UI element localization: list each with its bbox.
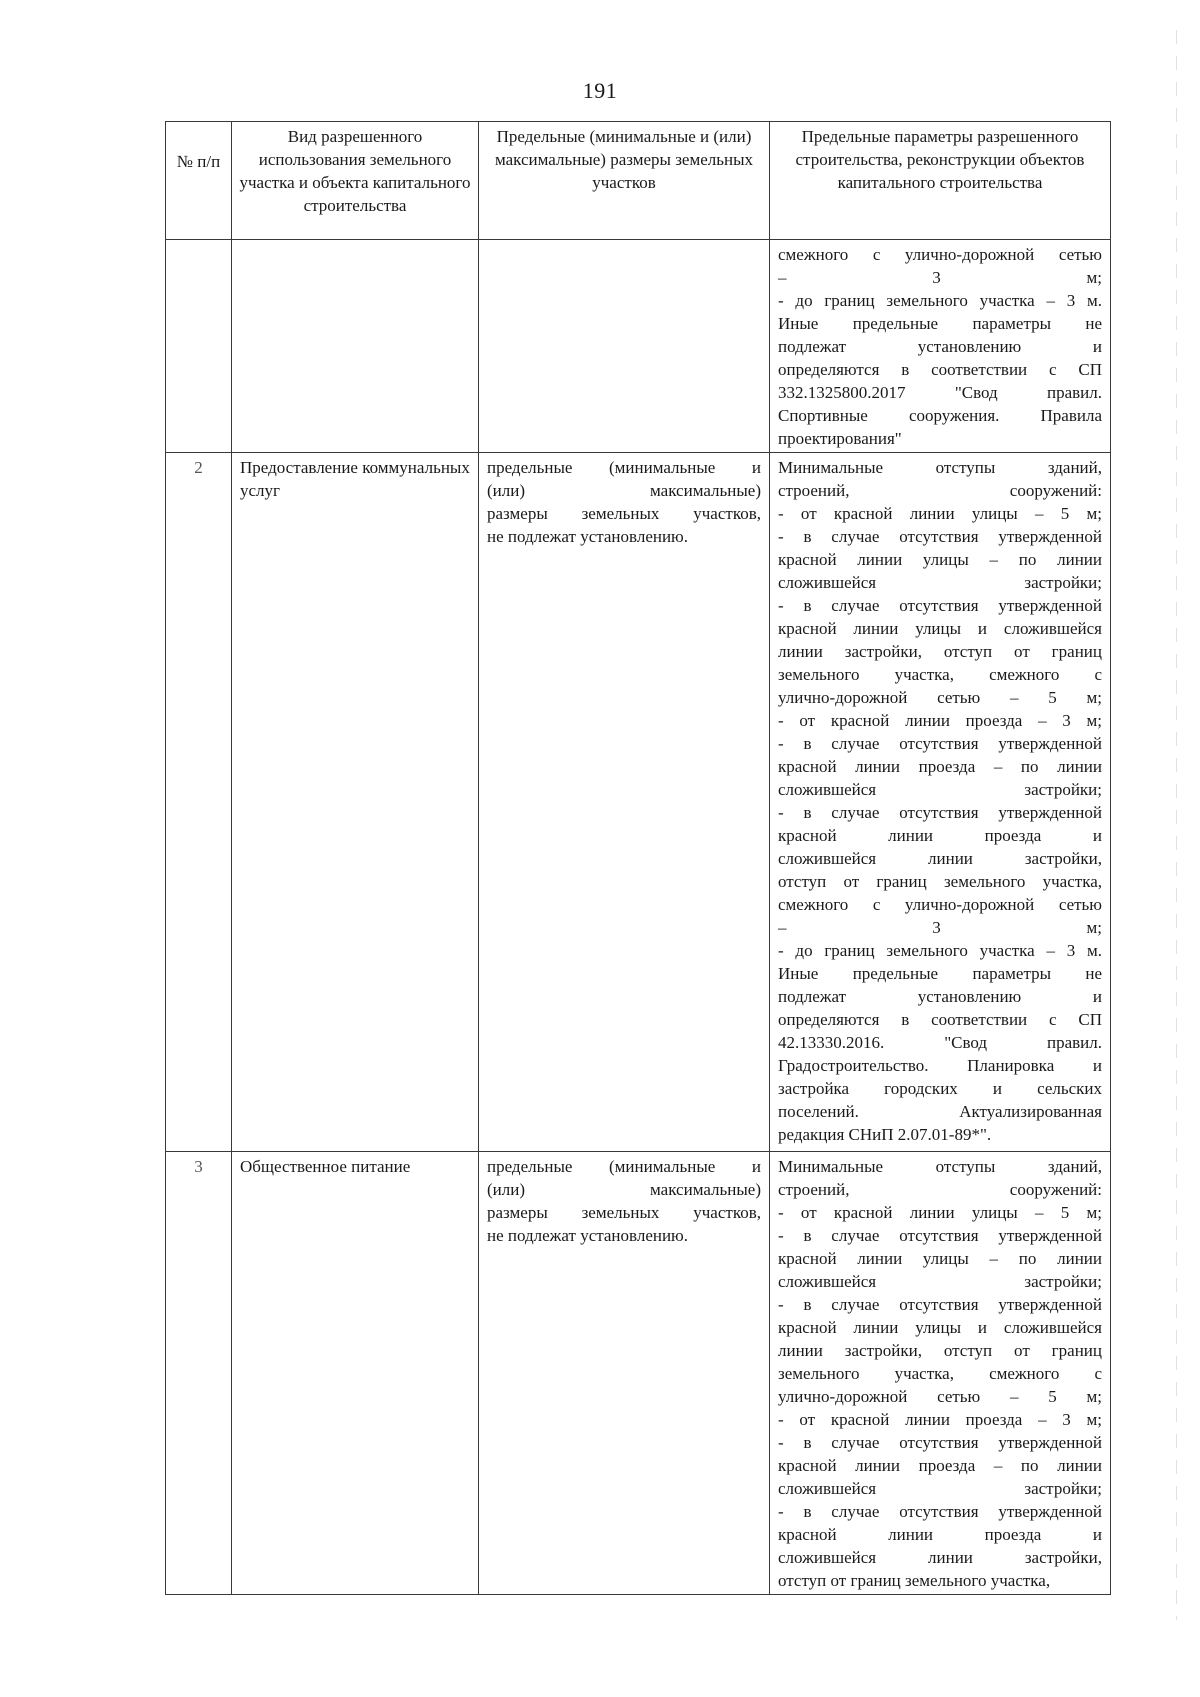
- text-line: сложившейся застройки;: [778, 780, 1102, 799]
- cell-plot-sizes: [479, 1152, 770, 1595]
- text-line: – 3 м;: [778, 918, 1102, 937]
- text-line: определяются в соответствии с СП: [778, 1010, 1102, 1029]
- land-use-table: [165, 121, 1111, 1595]
- text-line: - до границ земельного участка – 3 м.: [778, 941, 1102, 960]
- text-line: Минимальные отступы зданий,: [778, 1157, 1102, 1176]
- text-line: Минимальные отступы зданий,: [778, 458, 1102, 477]
- text-line: редакция СНиП 2.07.01-89*".: [778, 1125, 992, 1144]
- plot-sizes-text: [479, 1152, 769, 1249]
- text-line: - в случае отсутствия утвержденной: [778, 734, 1102, 753]
- text-line: застройка городских и сельских: [778, 1079, 1102, 1098]
- text-line: не подлежат установлению.: [487, 527, 689, 546]
- scan-edge-artifact: [1176, 30, 1177, 1620]
- text-line: - от красной линии проезда – 3 м;: [778, 1410, 1102, 1429]
- plot-sizes-text: [479, 240, 769, 245]
- header-use-type-text: Вид разрешенного использования земельного участка и объекта капитального строительства: [239, 127, 471, 215]
- text-line: - в случае отсутствия утвержденной: [778, 803, 1102, 822]
- header-num-text: № п/п: [176, 152, 221, 171]
- text-line: сложившейся линии застройки,: [778, 1548, 1102, 1567]
- text-line: – 3 м;: [778, 268, 1102, 287]
- cell-build-params: [770, 1152, 1111, 1595]
- text-line: - в случае отсутствия утвержденной: [778, 1226, 1102, 1245]
- text-line: Иные предельные параметры не: [778, 964, 1102, 983]
- text-line: - от красной линии улицы – 5 м;: [778, 1203, 1102, 1222]
- text-line: сложившейся застройки;: [778, 1479, 1102, 1498]
- text-line: - от красной линии улицы – 5 м;: [778, 504, 1102, 523]
- text-line: красной линии проезда и: [778, 1525, 1102, 1544]
- build-params-text: [770, 453, 1110, 1148]
- text-line: размеры земельных участков,: [487, 504, 761, 523]
- text-line: земельного участка, смежного с: [778, 665, 1102, 684]
- cell-use-type: [232, 1152, 479, 1595]
- text-line: красной линии улицы – по линии: [778, 1249, 1102, 1268]
- text-line: красной линии проезда – по линии: [778, 1456, 1102, 1475]
- table-row: [166, 240, 1111, 453]
- text-line: линии застройки, отступ от границ: [778, 1341, 1102, 1360]
- table-row: [166, 1152, 1111, 1595]
- cell-num: [166, 240, 232, 453]
- row-number: 2: [194, 458, 203, 477]
- text-line: отступ от границ земельного участка,: [778, 1571, 1051, 1590]
- page-number: 191: [582, 78, 618, 103]
- text-line: Спортивные сооружения. Правила: [778, 406, 1102, 425]
- text-line: земельного участка, смежного с: [778, 1364, 1102, 1383]
- text-line: отступ от границ земельного участка,: [778, 872, 1102, 891]
- header-use-type: [232, 122, 479, 240]
- text-line: улично-дорожной сетью – 5 м;: [778, 688, 1102, 707]
- text-line: красной линии улицы и сложившейся: [778, 619, 1102, 638]
- text-line: Градостроительство. Планировка и: [778, 1056, 1102, 1075]
- header-build-params-text: Предельные параметры разрешенного строительства, реконструкции объектов капитального строительства: [795, 127, 1085, 192]
- cell-num: [166, 1152, 232, 1595]
- text-line: - до границ земельного участка – 3 м.: [778, 291, 1102, 310]
- cell-num: [166, 453, 232, 1152]
- text-line: подлежат установлению и: [778, 337, 1102, 356]
- text-line: сложившейся застройки;: [778, 573, 1102, 592]
- text-line: не подлежат установлению.: [487, 1226, 689, 1245]
- cell-build-params: [770, 453, 1111, 1152]
- text-line: строений, сооружений:: [778, 481, 1102, 500]
- row-number: [166, 240, 231, 243]
- text-line: (или) максимальные): [487, 481, 761, 500]
- text-line: линии застройки, отступ от границ: [778, 642, 1102, 661]
- text-line: подлежат установлению и: [778, 987, 1102, 1006]
- text-line: размеры земельных участков,: [487, 1203, 761, 1222]
- use-type-text: Общественное питание: [240, 1157, 411, 1176]
- build-params-text: [770, 240, 1110, 452]
- text-line: красной линии проезда и: [778, 826, 1102, 845]
- text-line: - в случае отсутствия утвержденной: [778, 1295, 1102, 1314]
- text-line: - в случае отсутствия утвержденной: [778, 1502, 1102, 1521]
- text-line: смежного с улично-дорожной сетью: [778, 895, 1102, 914]
- cell-plot-sizes: [479, 453, 770, 1152]
- text-line: улично-дорожной сетью – 5 м;: [778, 1387, 1102, 1406]
- text-line: предельные (минимальные и: [487, 1157, 761, 1176]
- cell-plot-sizes: [479, 240, 770, 453]
- text-line: красной линии проезда – по линии: [778, 757, 1102, 776]
- header-plot-sizes-text: Предельные (минимальные и (или) максимальные) размеры земельных участков: [494, 127, 754, 192]
- cell-build-params: [770, 240, 1111, 453]
- cell-use-type: [232, 453, 479, 1152]
- header-plot-sizes: [479, 122, 770, 240]
- text-line: сложившейся линии застройки,: [778, 849, 1102, 868]
- text-line: - в случае отсутствия утвержденной: [778, 527, 1102, 546]
- table-row: [166, 453, 1111, 1152]
- text-line: определяются в соответствии с СП: [778, 360, 1102, 379]
- use-type-text: Предоставление коммунальных услуг: [240, 458, 470, 500]
- text-line: строений, сооружений:: [778, 1180, 1102, 1199]
- row-number: 3: [194, 1157, 203, 1176]
- text-line: сложившейся застройки;: [778, 1272, 1102, 1291]
- text-line: красной линии улицы и сложившейся: [778, 1318, 1102, 1337]
- build-params-text: [770, 1152, 1110, 1594]
- text-line: - в случае отсутствия утвержденной: [778, 596, 1102, 615]
- header-num: [166, 122, 232, 240]
- text-line: предельные (минимальные и: [487, 458, 761, 477]
- text-line: Иные предельные параметры не: [778, 314, 1102, 333]
- text-line: (или) максимальные): [487, 1180, 761, 1199]
- text-line: проектирования": [778, 429, 902, 448]
- text-line: поселений. Актуализированная: [778, 1102, 1102, 1121]
- plot-sizes-text: [479, 453, 769, 550]
- table-header-row: [166, 122, 1111, 240]
- header-build-params: [770, 122, 1111, 240]
- text-line: - от красной линии проезда – 3 м;: [778, 711, 1102, 730]
- text-line: 42.13330.2016. "Свод правил.: [778, 1033, 1102, 1052]
- text-line: - в случае отсутствия утвержденной: [778, 1433, 1102, 1452]
- text-line: красной линии улицы – по линии: [778, 550, 1102, 569]
- text-line: 332.1325800.2017 "Свод правил.: [778, 383, 1102, 402]
- cell-use-type: [232, 240, 479, 453]
- use-type-text: [232, 240, 478, 245]
- text-line: смежного с улично-дорожной сетью: [778, 245, 1102, 264]
